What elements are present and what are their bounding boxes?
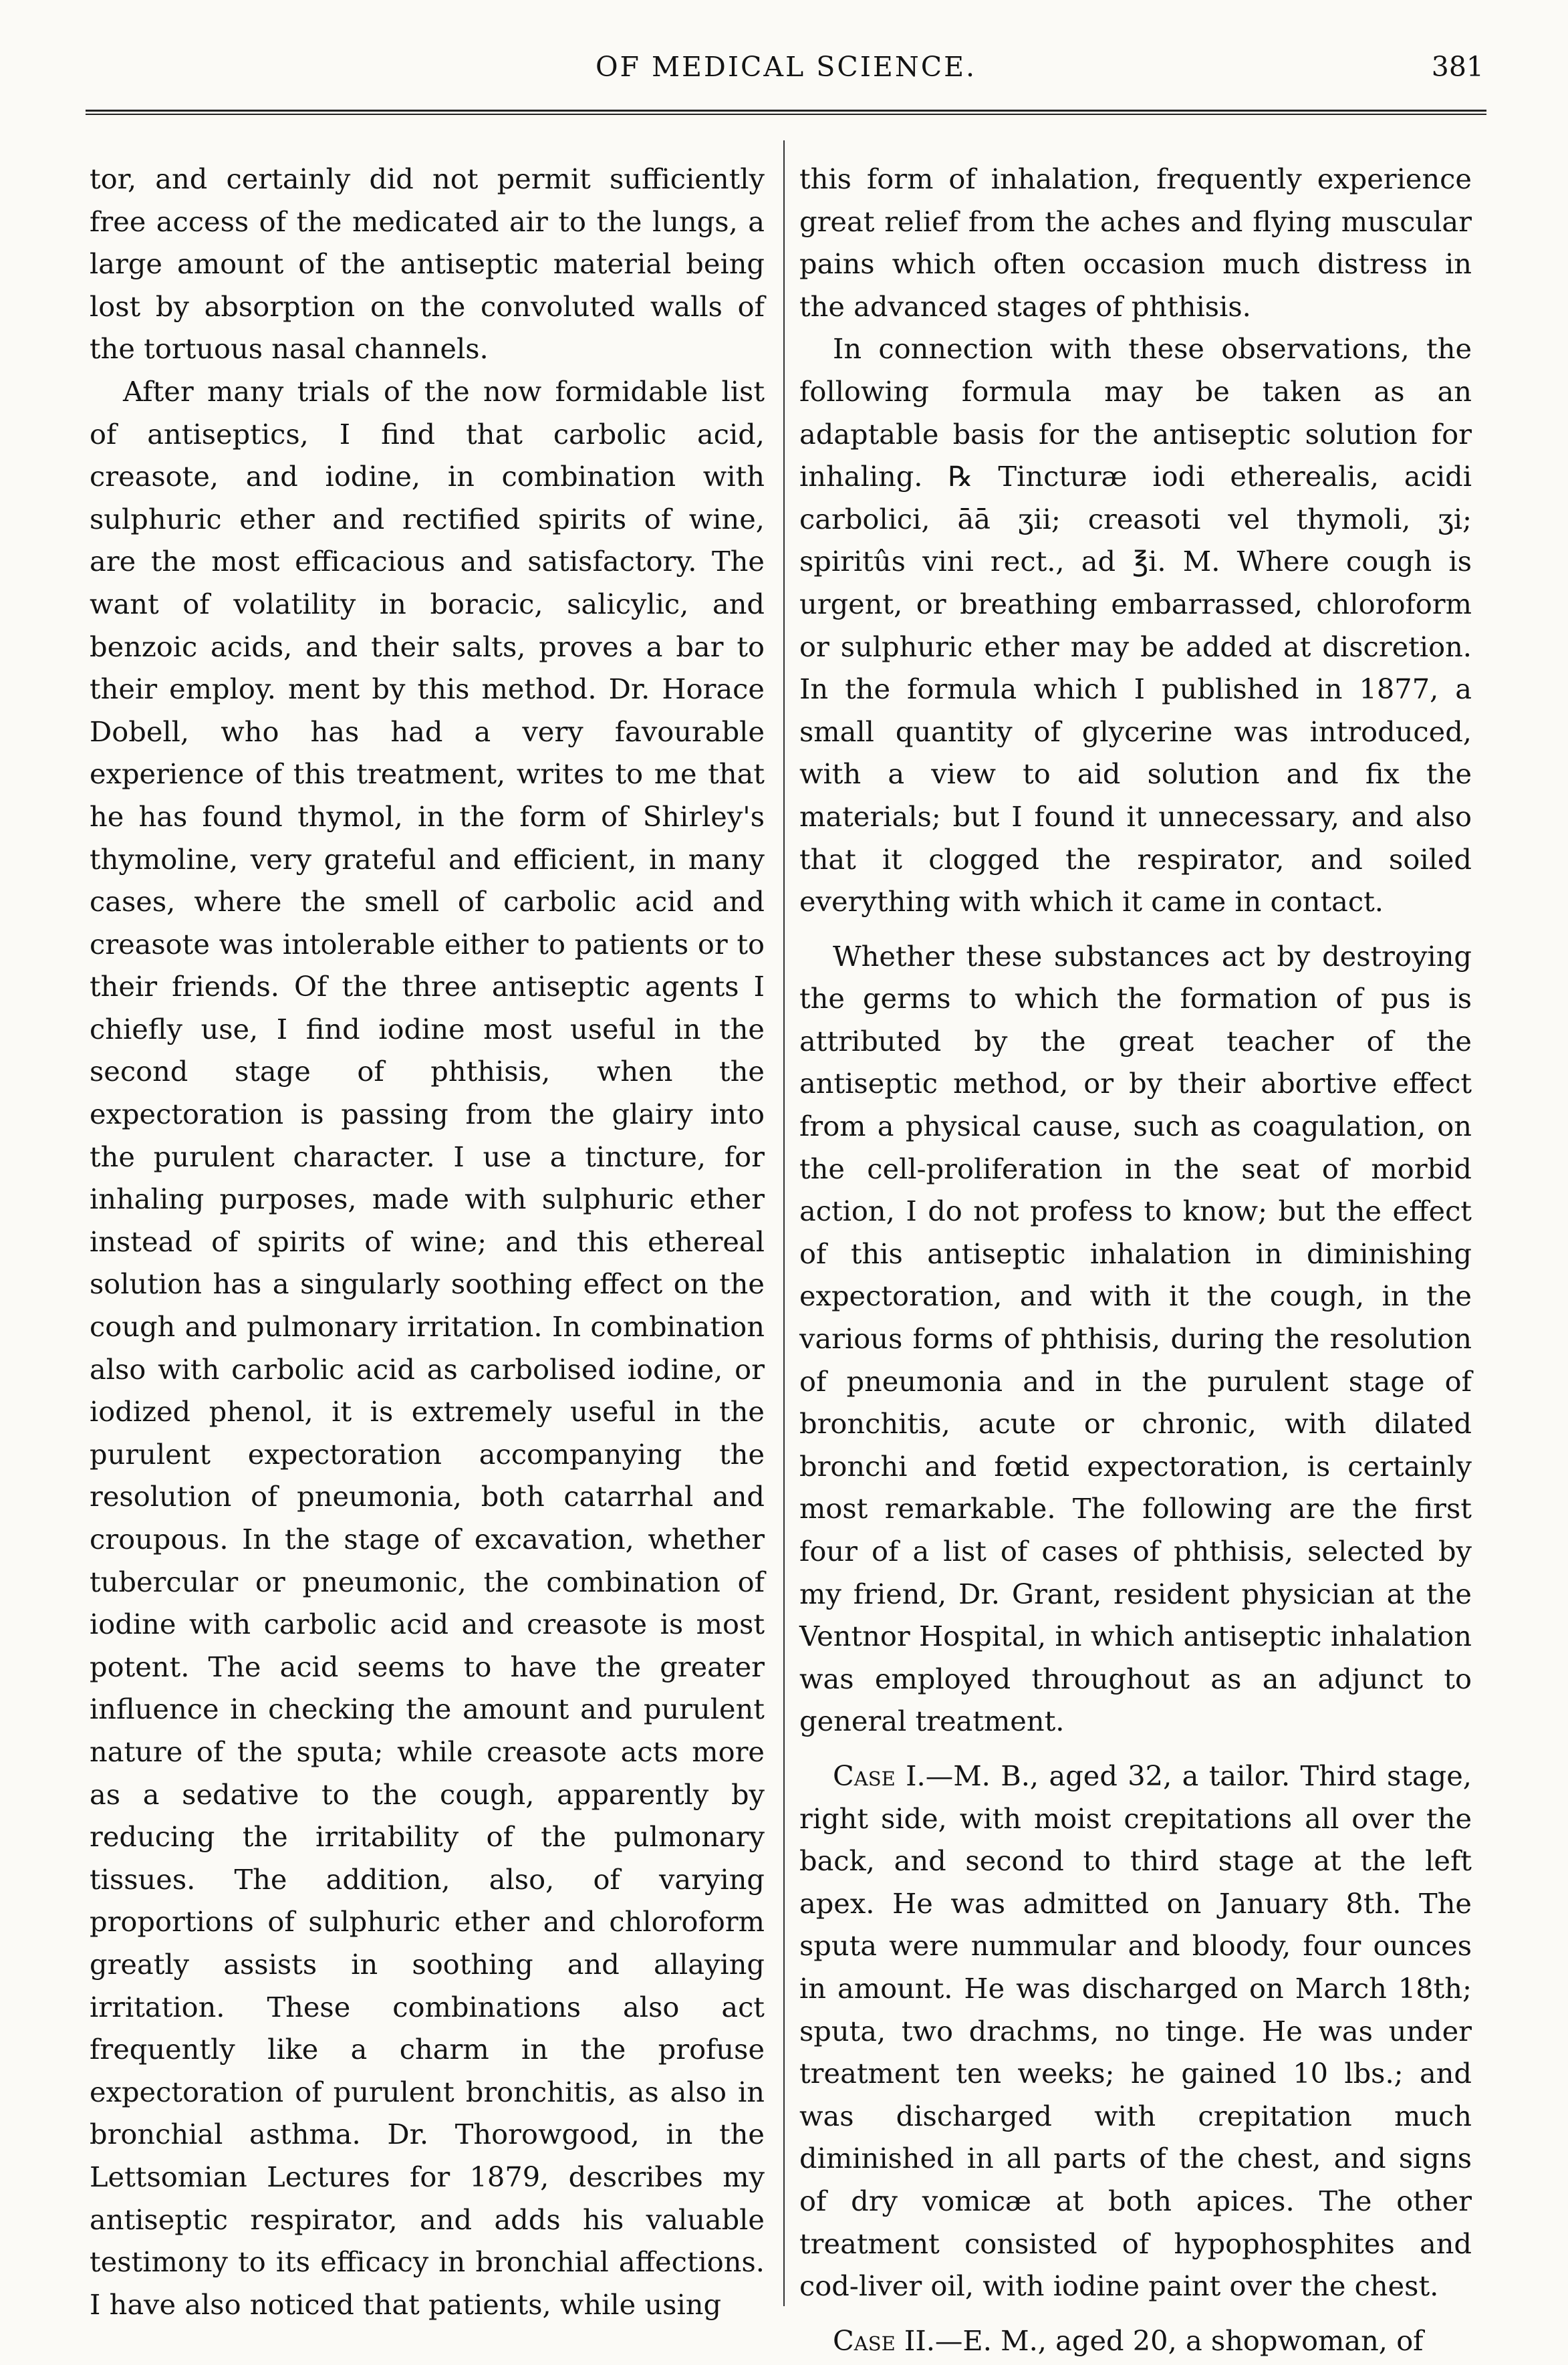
case-one-text: —M. B., aged 32, a tailor. Third stage, right side, with moist crepitations all over the back, and second to third stage at the left apex. He was admitted on January 8th. The sputa were nummular and bloody, four ounces in amount. He was discharged on March 18th; sputa, two drachms, no tinge. He was under treatment ten weeks; he gained 10 lbs.; and was discharged with crepitation much diminished in all parts of the chest, and signs of dry vomicæ at both apices. The other treatment consisted of hypophosphites and cod-liver oil, with iodine paint over the chest. [799,1759,1472,2303]
paragraph-mechanism: Whether these substances act by destroying the germs to which the formation of pus is attributed by the great teacher of the antiseptic method, or by their abortive effect from a physical cause, such as coagulation, on the cell-proliferation in the seat of morbid action, I do not profess to know; but the effect of this antiseptic inhalation in diminishing expectoration, and with it the cough, in the various forms of phthisis, during the resolution of pneumonia and in the purulent stage of bronchitis, acute or chronic, with dilated bronchi and fœtid expectoration, is certainly most remarkable. The following are the first four of a list of cases of phthisis, selected by my friend, Dr. Grant, resident physician at the Ventnor Hospital, in which antiseptic inhalation was employed throughout as an adjunct to general treatment. [799,939,1472,1738]
paragraph-formula: In connection with these observations, the following formula may be taken as an adaptable basis for the antiseptic solution for inhaling. ℞ Tincturæ iodi etherealis, acidi carbolici, āā ʒii; creasoti vel thymoli, ʒi; spiritûs vini rect., ad ℥i. M. Where cough is urgent, or breathing embarrassed, chloroform or sulphuric ether may be added at discretion. In the formula which I published in 1877, a small quantity of glycerine was introduced, with a view to aid solution and fix the materials; but I found it unnecessary, and also that it clogged the respirator, and soiled everything with which it came in contact. [799,332,1472,918]
running-head [86,48,1486,95]
case-two-label: Case II. [833,2324,935,2357]
header-rule [86,110,1486,115]
paragraph-continued-right: this form of inhalation, frequently experience great relief from the aches and flying muscular pains which often occasion much distress in the advanced stages of phthisis. [799,162,1472,323]
page-number: 381 [1431,51,1484,83]
case-one [799,1755,1472,2308]
column-divider [783,140,785,2306]
case-one-label: Case I. [833,1759,926,1792]
paragraph-antiseptics: After many trials of the now formidable list of antiseptics, I find that carbolic acid, creasote, and iodine, in combination with sulphuric ether and rectified spirits of wine, are the most efficacious and satisfactory. The want of volatility in boracic, salicylic, and benzoic acids, and their salts, proves a bar to their employ. ment by this method. Dr. Horace Dobell, who has had a very favourable experience of this treatment, writes to me that he has found thymol, in the form of Shirley's thymoline, very grateful and efficient, in many cases, where the smell of carbolic acid and creasote was intolerable either to patients or to their friends. Of the three antiseptic agents I chiefly use, I find iodine most useful in the second stage of phthisis, when the expectoration is passing from the glairy into the purulent character. I use a tincture, for inhaling purposes, made with sulphuric ether instead of spirits of wine; and this ethereal solution has a singularly soothing effect on the cough and pulmonary irritation. In combination also with carbolic acid as carbolised iodine, or iodized phenol, it is extremely useful in the purulent expectoration accompanying the resolution of pneumonia, both catarrhal and croupous. In the stage of excavation, whether tubercular or pneumonic, the combination of iodine with carbolic acid and creasote is most potent. The acid seems to have the greater influence in checking the amount and purulent nature of the sputa; while creasote acts more as a sedative to the cough, apparently by reducing the irritability of the pulmonary tissues. The addition, also, of varying proportions of sulphuric ether and chloroform greatly assists in soothing and allaying irritation. These combinations also act frequently like a charm in the profuse expectoration of purulent bronchitis, as also in bronchial asthma. Dr. Thorowgood, in the Lettsomian Lectures for 1879, describes my antiseptic respirator, and adds his valuable testimony to its efficacy in bronchial affections. I have also noticed that patients, while using [90,374,765,2321]
left-column [90,158,765,2326]
case-two [799,2320,1472,2362]
right-column [799,158,1472,2362]
case-two-text: —E. M., aged 20, a shopwoman, of [934,2324,1424,2357]
paragraph-continued: tor, and certainly did not permit sufficiently free access of the medicated air to the lungs, a large amount of the antiseptic material being lost by absorption on the convoluted walls of the tortuous nasal channels. [90,162,765,366]
running-title: OF MEDICAL SCIENCE. [595,51,977,83]
